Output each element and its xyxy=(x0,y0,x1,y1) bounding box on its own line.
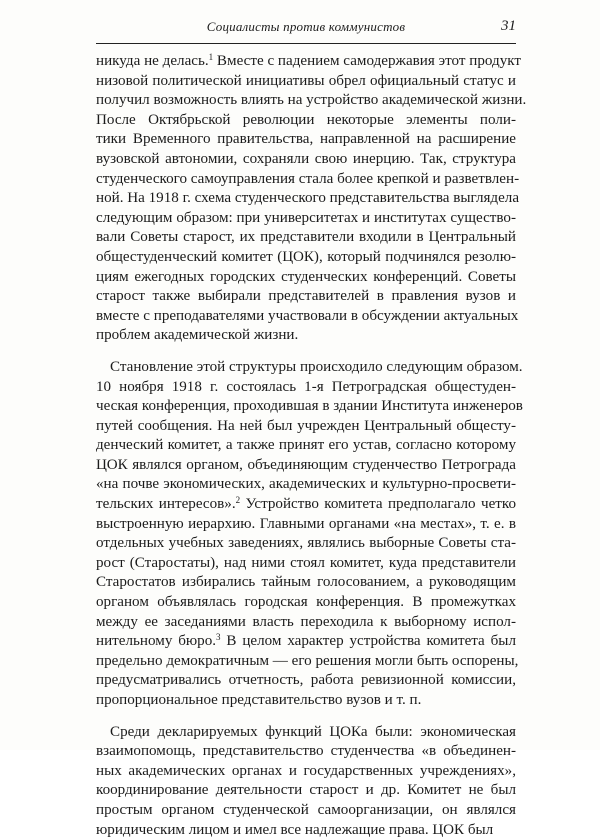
paragraph-gap xyxy=(96,346,516,358)
paragraph xyxy=(96,723,516,840)
text-line: 10 ноября 1918 г. состоялась 1-я Петроградская общестуден- xyxy=(96,378,516,395)
paragraph-gap xyxy=(96,711,516,723)
text-line: общестуденческий комитет (ЦОК), который подчинялся резолю- xyxy=(96,248,516,265)
text-line: ных академических органах и государственных учреждениях», xyxy=(96,762,516,779)
text-line: отдельных учебных заведениях, являлись выборные Советы ста- xyxy=(96,535,516,552)
text-line: выстроенную иерархию. Главными органами «на местах», т. е. в xyxy=(96,515,516,532)
text-line: предельно демократичным — его решения могли быть оспорены, xyxy=(96,652,519,669)
text-line: циям ежегодных городских студенческих конференций. Советы xyxy=(96,268,516,285)
text-line: Среди декларируемых функций ЦОКа были: экономическая xyxy=(110,723,516,740)
text-line: Становление этой структуры происходило следующим образом. xyxy=(110,358,523,375)
text-line: вали Советы старост, их представители входили в Центральный xyxy=(96,229,516,246)
text-line: рост (Старостаты), над ними стоял комитет, куда представители xyxy=(96,554,516,571)
text-line: координирование деятельности старост и др. Комитет не был xyxy=(96,782,516,799)
text-line: старост также выбирали представителей в правления вузов и xyxy=(96,288,516,305)
text-line: получил возможность влиять на устройство академической жизни. xyxy=(96,92,527,109)
text-line: ЦОК являлся органом, объединяющим студенчество Петрограда xyxy=(96,456,516,473)
text-line: предусматривались отчетность, работа ревизионной комиссии, xyxy=(96,672,516,689)
header-rule xyxy=(96,43,516,44)
text-line: тики Временного правительства, направленной на расширение xyxy=(96,131,516,148)
text-line: взаимопомощь, представительство студенчества «в объединен- xyxy=(96,743,516,760)
text-line: между ее заседаниями власть переходила к выборному испол- xyxy=(96,613,516,630)
text-line: путей сообщения. На ней был учрежден Центральный общесту- xyxy=(96,417,516,434)
text-line: Старостатов избирались тайным голосованием, а руководящим xyxy=(96,574,516,591)
text-line: следующим образом: при университетах и институтах существо- xyxy=(96,209,516,226)
running-head xyxy=(96,19,516,43)
running-title: Социалисты против коммунистов xyxy=(206,19,406,34)
paragraph xyxy=(96,52,527,346)
text-line: тельских интересов».$^2$ Устройство комитета предполагало четко xyxy=(96,495,516,513)
text-line: ной. На 1918 г. схема студенческого представительства выглядела xyxy=(96,190,520,207)
text-line: органом объявлялась городская конференция. В промежутках xyxy=(96,594,516,611)
text-line: вузовской автономии, сохраняли свою инерцию. Так, структура xyxy=(96,150,516,167)
paragraph xyxy=(96,358,523,711)
text-line: проблем академической жизни. xyxy=(96,327,299,344)
text-line: После Октябрьской революции некоторые элементы поли- xyxy=(96,111,516,128)
text-line: денческий комитет, а также принят его устав, согласно которому xyxy=(96,437,516,454)
text-line: никуда не делась.$^1$ Вместе с падением самодержавия этот продукт xyxy=(96,52,521,69)
text-line: нительному бюро.$^3$ В целом характер устройства комитета был xyxy=(96,632,516,650)
text-line: простым органом студенческой самоорганизации, он являлся xyxy=(96,801,516,818)
text-line: вместе с преподавателями участвовали в обсуждении актуальных xyxy=(96,307,519,324)
footnote-marker[interactable]: 1 xyxy=(208,52,214,62)
text-line: «на почве экономических, академических и культурно-просвети- xyxy=(96,476,516,493)
text-line: студенческого самоуправления стала более крепкой и разветвлен- xyxy=(96,170,520,187)
footnote-marker[interactable]: 3 xyxy=(216,632,221,643)
text-line: пропорциональное представительство вузов и т. п. xyxy=(96,692,422,708)
text-line: низовой политической инициативы обрел официальный статус и xyxy=(96,72,516,89)
body-text xyxy=(96,52,527,840)
text-line: ческая конференция, проходившая в здании Института инженеров xyxy=(96,398,523,415)
page-number: 31 xyxy=(501,18,516,34)
text-line: юридическим лицом и имел все надлежащие права. ЦОК был xyxy=(96,821,494,838)
footnote-marker[interactable]: 2 xyxy=(235,495,241,506)
